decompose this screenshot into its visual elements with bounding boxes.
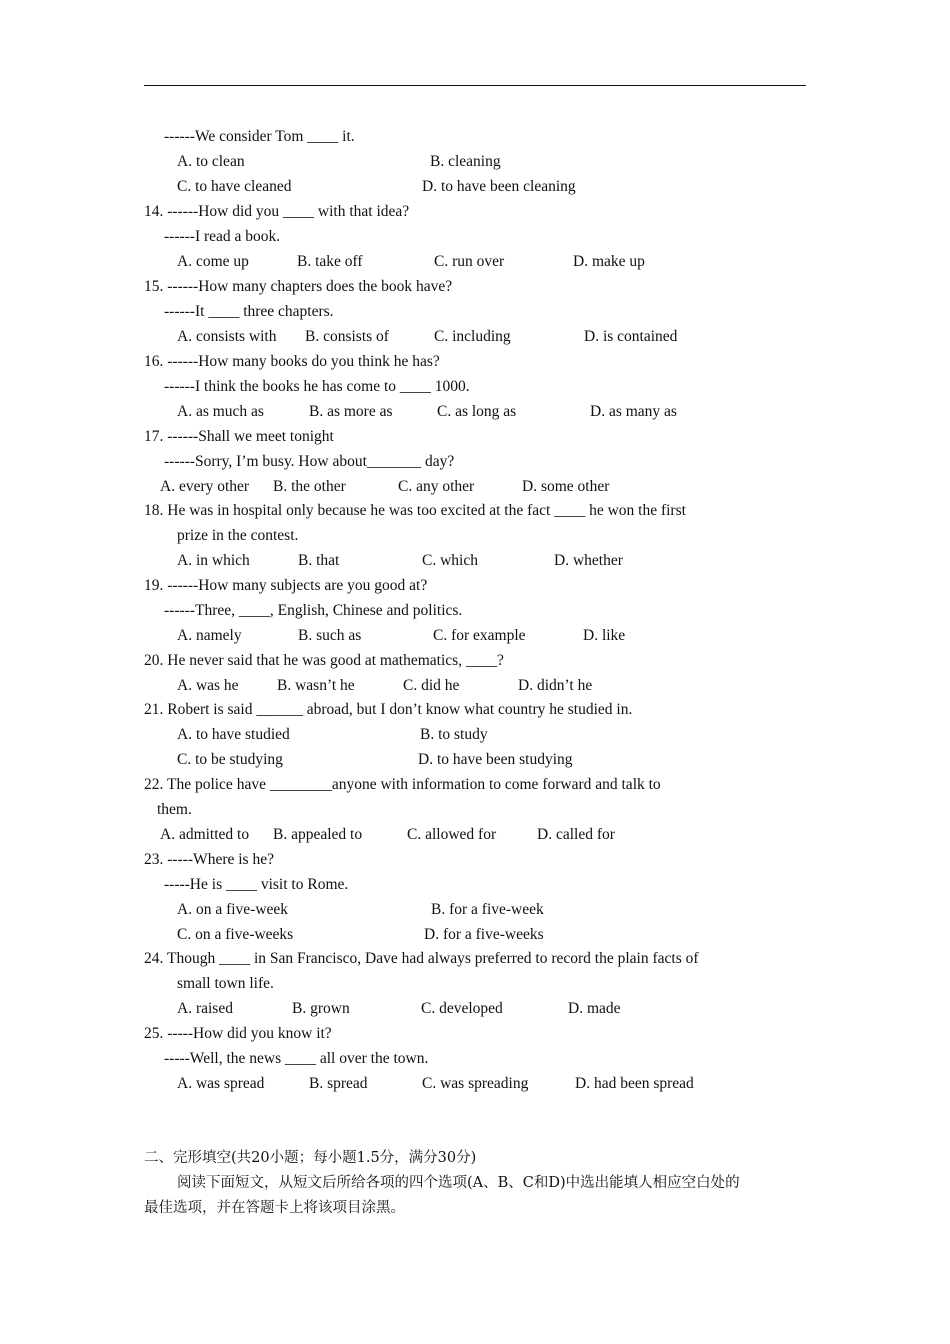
q13-option-a: A. to clean <box>177 153 245 170</box>
q22-stem: 22. The police have ________anyone with information to come forward and talk to <box>144 776 661 793</box>
q13-option-d: D. to have been cleaning <box>422 178 576 195</box>
q25-option-c: C. was spreading <box>422 1075 529 1092</box>
q15-option-b: B. consists of <box>305 328 389 345</box>
q22-stem-continued: them. <box>157 801 192 818</box>
q25-option-a: A. was spread <box>177 1075 265 1092</box>
q22-option-d: D. called for <box>537 826 615 843</box>
q17-option-d: D. some other <box>522 478 610 495</box>
q18-stem: 18. He was in hospital only because he was too excited at the fact ____ he won the first <box>144 502 686 519</box>
q22-option-b: B. appealed to <box>273 826 363 843</box>
q14-option-c: C. run over <box>434 253 505 270</box>
q22-option-a: A. admitted to <box>160 826 250 843</box>
q25-stem: 25. -----How did you know it? <box>144 1025 332 1042</box>
q23-stem: 23. -----Where is he? <box>144 851 274 868</box>
q13-option-c: C. to have cleaned <box>177 178 292 195</box>
q16-option-c: C. as long as <box>437 403 517 420</box>
q24-option-d: D. made <box>568 1000 621 1017</box>
q23-option-c: C. on a five-weeks <box>177 926 294 943</box>
q17-option-c: C. any other <box>398 478 475 495</box>
q22-option-c: C. allowed for <box>407 826 497 843</box>
section2-instruction-line2: 最佳选项，并在答题卡上将该项目涂黑。 <box>144 1200 405 1216</box>
q19-option-c: C. for example <box>433 627 526 644</box>
q14-option-a: A. come up <box>177 253 249 270</box>
q18-stem-continued: prize in the contest. <box>177 527 299 544</box>
q24-option-b: B. grown <box>292 1000 350 1017</box>
section2-instruction-line1: 阅读下面短文，从短文后所给各项的四个选项(A、B、C和D)中选出能填人相应空白处的 <box>177 1175 740 1191</box>
section2-heading: 二、完形填空(共20小题；每小题1.5分，满分30分) <box>144 1150 477 1166</box>
q18-option-c: C. which <box>422 552 478 569</box>
q19-stem: 19. ------How many subjects are you good at? <box>144 577 428 594</box>
q15-reply: ------It ____ three chapters. <box>164 303 334 320</box>
q23-option-a: A. on a five-week <box>177 901 289 918</box>
q19-option-b: B. such as <box>298 627 362 644</box>
q16-option-d: D. as many as <box>590 403 677 420</box>
q21-stem: 21. Robert is said ______ abroad, but I don’t know what country he studied in. <box>144 701 633 718</box>
q21-option-c: C. to be studying <box>177 751 283 768</box>
q15-option-c: C. including <box>434 328 511 345</box>
q16-option-a: A. as much as <box>177 403 264 420</box>
q23-option-d: D. for a five-weeks <box>424 926 544 943</box>
q25-option-d: D. had been spread <box>575 1075 694 1092</box>
q24-option-c: C. developed <box>421 1000 503 1017</box>
q21-option-b: B. to study <box>420 726 488 743</box>
q18-option-d: D. whether <box>554 552 623 569</box>
q14-reply: ------I read a book. <box>164 228 281 245</box>
q19-reply: ------Three, ____, English, Chinese and politics. <box>164 602 463 619</box>
q24-stem-continued: small town life. <box>177 975 274 992</box>
q13-dialog: ------We consider Tom ____ it. <box>164 128 355 145</box>
q14-option-b: B. take off <box>297 253 363 270</box>
q20-option-d: D. didn’t he <box>518 677 593 694</box>
q17-option-a: A. every other <box>160 478 250 495</box>
q25-reply: -----Well, the news ____ all over the town. <box>164 1050 429 1067</box>
q18-option-b: B. that <box>298 552 340 569</box>
q18-option-a: A. in which <box>177 552 250 569</box>
q24-option-a: A. raised <box>177 1000 233 1017</box>
q21-option-d: D. to have been studying <box>418 751 573 768</box>
q16-stem: 16. ------How many books do you think he has? <box>144 353 440 370</box>
q19-option-a: A. namely <box>177 627 242 644</box>
header-rule <box>144 85 806 86</box>
q17-stem: 17. ------Shall we meet tonight <box>144 428 334 445</box>
q13-option-b: B. cleaning <box>430 153 501 170</box>
q21-option-a: A. to have studied <box>177 726 290 743</box>
q20-stem: 20. He never said that he was good at mathematics, ____? <box>144 652 504 669</box>
q16-reply: ------I think the books he has come to ____ 1000. <box>164 378 470 395</box>
q19-option-d: D. like <box>583 627 626 644</box>
q20-option-a: A. was he <box>177 677 239 694</box>
q20-option-c: C. did he <box>403 677 460 694</box>
q20-option-b: B. wasn’t he <box>277 677 355 694</box>
q23-reply: -----He is ____ visit to Rome. <box>164 876 349 893</box>
q23-option-b: B. for a five-week <box>431 901 544 918</box>
q16-option-b: B. as more as <box>309 403 393 420</box>
q25-option-b: B. spread <box>309 1075 368 1092</box>
q17-option-b: B. the other <box>273 478 346 495</box>
q14-option-d: D. make up <box>573 253 645 270</box>
q14-stem: 14. ------How did you ____ with that idea? <box>144 203 410 220</box>
q17-reply: ------Sorry, I’m busy. How about_______ day? <box>164 453 455 470</box>
q24-stem: 24. Though ____ in San Francisco, Dave had always preferred to record the plain facts of <box>144 950 699 967</box>
q15-stem: 15. ------How many chapters does the book have? <box>144 278 453 295</box>
q15-option-a: A. consists with <box>177 328 277 345</box>
q15-option-d: D. is contained <box>584 328 678 345</box>
